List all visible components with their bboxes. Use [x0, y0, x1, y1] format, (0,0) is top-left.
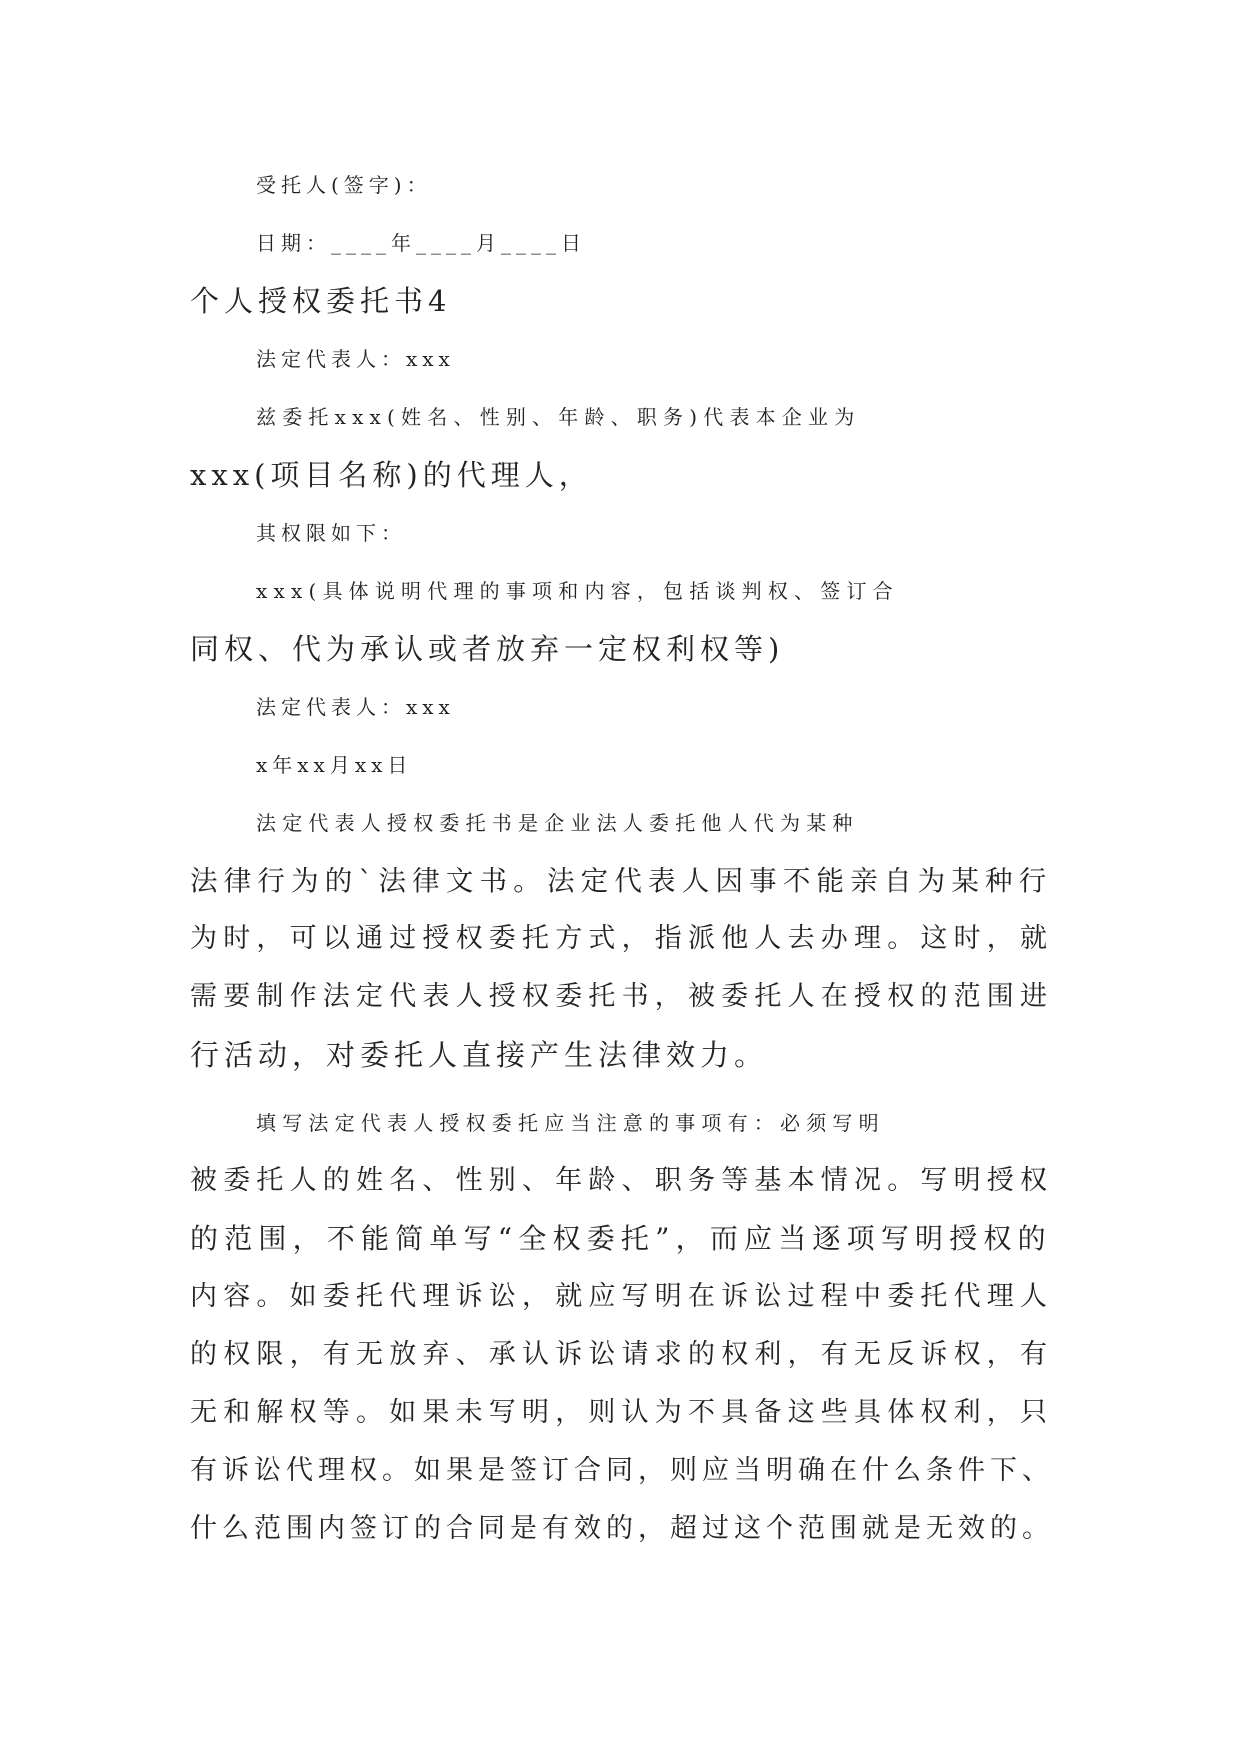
paragraph-line: 什么范围内签订的合同是有效的，超过这个范围就是无效的。: [190, 1513, 1054, 1544]
paragraph-line: 填写法定代表人授权委托应当注意的事项有：必须写明: [256, 1111, 885, 1135]
authority-heading: 其权限如下：: [256, 521, 406, 545]
date-line: 日期：____年____月____日: [256, 231, 586, 255]
paragraph-line: 被委托人的姓名、性别、年龄、职务等基本情况。写明授权: [190, 1165, 1054, 1196]
paragraph-line: 无和解权等。如果未写明，则认为不具备这些具体权利，只: [190, 1397, 1054, 1428]
paragraph-line: 法定代表人授权委托书是企业法人委托他人代为某种: [256, 811, 859, 835]
paragraph-line: 为时，可以通过授权委托方式，指派他人去办理。这时，就: [190, 923, 1054, 954]
paragraph-line: xxx(具体说明代理的事项和内容，包括谈判权、签订合: [256, 579, 899, 603]
paragraph-line: 的权限，有无放弃、承认诉讼请求的权利，有无反诉权，有: [190, 1339, 1054, 1370]
paragraph-line: 兹委托xxx(姓名、性别、年龄、职务)代表本企业为: [256, 405, 861, 429]
legal-representative-line: 法定代表人：xxx: [256, 347, 455, 371]
paragraph-line: 行活动，对委托人直接产生法律效力。: [190, 1038, 769, 1072]
signature-date-line: x年xx月xx日: [256, 753, 413, 777]
section-title: 个人授权委托书4: [190, 284, 452, 318]
paragraph-line: 同权、代为承认或者放弃一定权利权等): [190, 632, 785, 666]
paragraph-line: 有诉讼代理权。如果是签订合同，则应当明确在什么条件下、: [190, 1455, 1054, 1486]
trustee-signature-line: 受托人(签字)：: [256, 173, 432, 197]
paragraph-line: 的范围，不能简单写“全权委托”，而应当逐项写明授权的: [190, 1222, 1052, 1255]
paragraph-line: 需要制作法定代表人授权委托书，被委托人在授权的范围进: [190, 981, 1054, 1012]
legal-representative-line: 法定代表人：xxx: [256, 695, 455, 719]
paragraph-line: 法律行为的`法律文书。法定代表人因事不能亲自为某种行: [190, 865, 1053, 897]
paragraph-line: xxx(项目名称)的代理人，: [190, 458, 593, 492]
paragraph-line: 内容。如委托代理诉讼，就应写明在诉讼过程中委托代理人: [190, 1281, 1054, 1312]
